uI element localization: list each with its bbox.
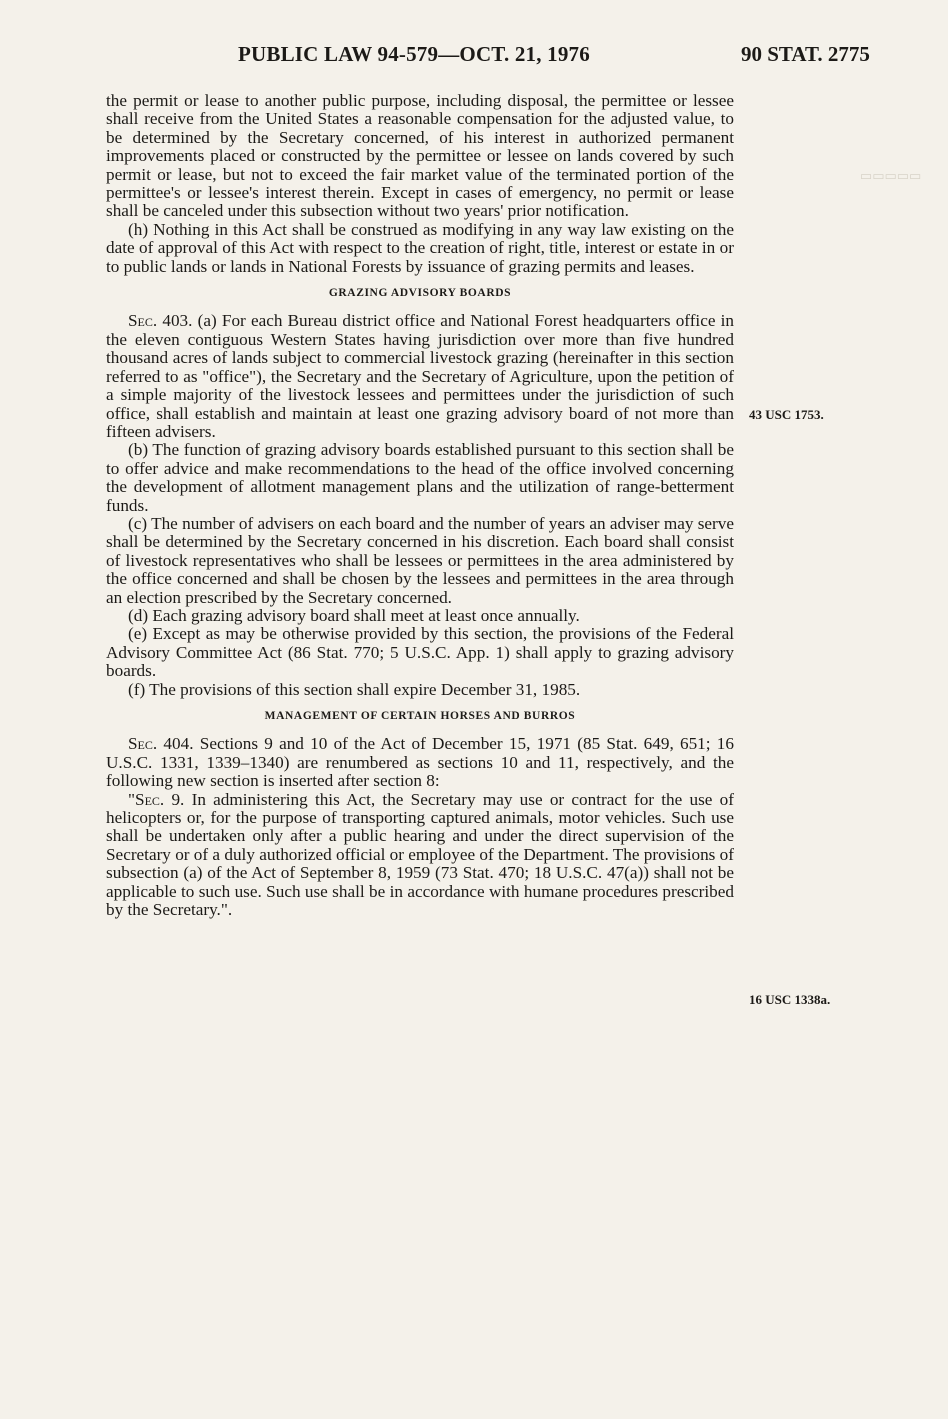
document-body [106,92,734,919]
paragraph-sec-403-f: (f) The provisions of this section shall expire December 31, 1985. [128,679,581,699]
paragraph-sec-404 [106,735,734,790]
statute-page-number: 90 STAT. 2775 [741,42,870,66]
paragraph-new-sec-9-text: In administering this Act, the Secretary may use or contract for the use of helicopters or, for the purpose of transporting captured animals, motor vehicles. Such use shall be undertaken only after a public hearing and under the direct supervision of the Secretary or of a duly authorized official or employee of the Department. The provisions of subsection (a) of the Act of September 8, 1959 (73 Stat. 470; 18 U.S.C. 47(a)) shall not be applicable to such use. Such use shall be in accordance with humane procedures prescribed by the Secretary.". [106,789,734,920]
paragraph-sec-403-a [106,312,734,441]
margin-citation-16-usc-1338a: 16 USC 1338a. [749,992,831,1007]
paragraph-sec-403-b: (b) The function of grazing advisory boards established pursuant to this section shall be to offer advice and make recommendations to the head of the office involved concerning the development of allotment management plans and the utilization of range-betterment funds. [106,440,734,515]
section-number-404: Sec. 404. [128,734,194,754]
margin-citation-43-usc-1753: 43 USC 1753. [749,407,824,422]
section-number-403: Sec. 403. [128,311,193,331]
bleed-through-decoration: ▭▭▭▭▭ [860,168,922,183]
paragraph-sec-404-text: Sections 9 and 10 of the Act of December 15, 1971 (85 Stat. 649, 651; 16 U.S.C. 1331, 1339–1340) are renumbered as sections 10 and 11, respectively, and the following new section is inserted after section 8: [106,734,734,791]
paragraph-sec-403-c: (c) The number of advisers on each board and the number of years an adviser may serve shall be determined by the Secretary concerned in his discretion. Each board shall consist of livestock representatives who shall be lessees or permittees in the area administered by the office concerned and shall be chosen by the lessees and permittees in the area through an election prescribed by the Secretary concerned. [106,513,734,607]
section-heading-grazing-advisory-boards: GRAZING ADVISORY BOARDS [328,287,512,300]
running-header-title: PUBLIC LAW 94-579—OCT. 21, 1976 [238,42,590,66]
paragraph-sec-403-d: (d) Each grazing advisory board shall meet at least once annually. [128,605,580,625]
section-number-9: "Sec. 9. [128,789,185,809]
paragraph-continuation: the permit or lease to another public purpose, including disposal, the permittee or lessee shall receive from the United States a reasonable compensation for the adjusted value, to be determined by the Secretary concerned, of his interest in authorized permanent improvements placed or constructed by the permittee or lessee on lands covered by such permit or lease, but not to exceed the fair market value of the terminated portion of the permittee's or lessee's interest therein. Except in cases of emergency, no permit or lease shall be canceled under this subsection without two years' prior notification. [106,91,734,221]
paragraph-sec-403-a-text: (a) For each Bureau district office and National Forest headquarters office in the eleven contiguous Western States having jurisdiction over more than five hundred thousand acres of lands subject to commercial livestock grazing (hereinafter in this section referred to as "office"), the Secretary and the Secretary of Agriculture, upon the petition of a simple majority of the livestock lessees and permittees under the jurisdiction of such office, shall establish and maintain at least one grazing advisory board of not more than fifteen advisers. [106,311,735,441]
paragraph-sec-403-e: (e) Except as may be otherwise provided by this section, the provisions of the Federal Advisory Committee Act (86 Stat. 770; 5 U.S.C. App. 1) shall apply to grazing advisory boards. [106,624,734,681]
paragraph-subsection-h: (h) Nothing in this Act shall be construed as modifying in any way law existing on the date of approval of this Act with respect to the creation of right, title, interest or estate in or to public lands or lands in National Forests by issuance of grazing permits and leases. [106,219,734,276]
section-heading-horses-and-burros: MANAGEMENT OF CERTAIN HORSES AND BURROS [264,710,576,722]
paragraph-new-sec-9 [106,791,734,920]
